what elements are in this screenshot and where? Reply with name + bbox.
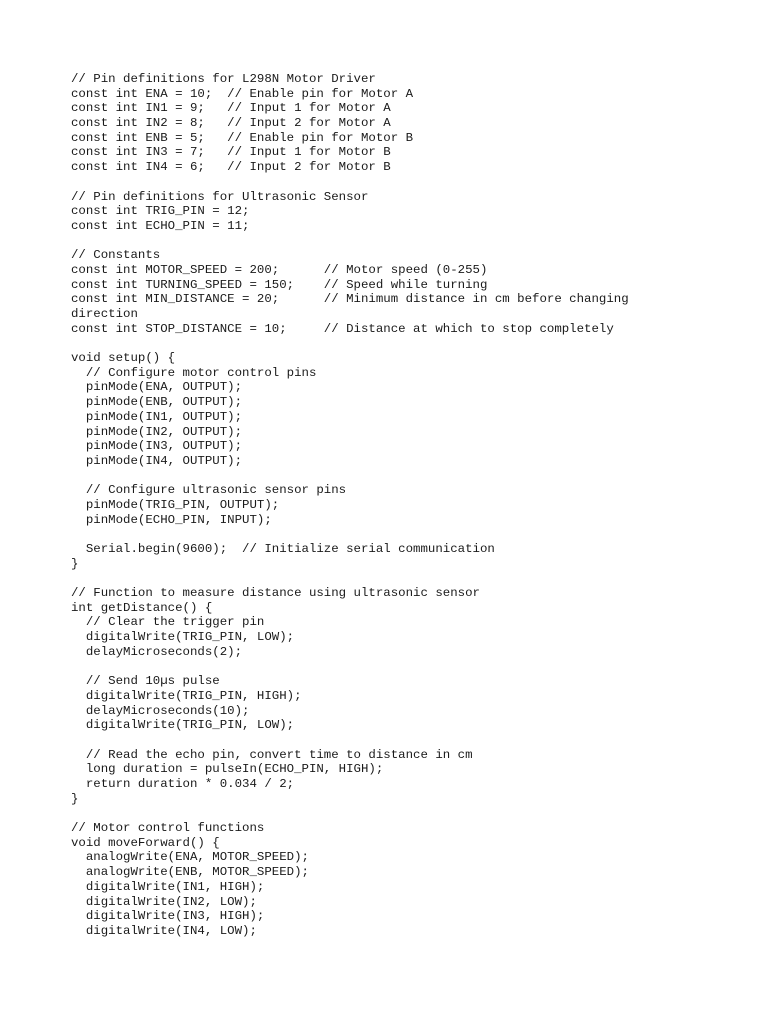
code-line: void moveForward() {	[71, 835, 220, 850]
code-line	[71, 175, 751, 190]
code-line: direction	[71, 307, 138, 321]
code-line: // Clear the trigger pin	[71, 615, 265, 630]
code-line: digitalWrite(IN2, LOW);	[71, 894, 257, 909]
code-line: const int IN3 = 7; // Input 1 for Motor B	[71, 145, 391, 160]
code-line: const int STOP_DISTANCE = 10; // Distance at which to stop completely	[71, 321, 614, 336]
code-line	[71, 733, 751, 748]
code-line	[71, 806, 751, 821]
code-line	[71, 660, 751, 675]
code-line: // Constants	[71, 248, 161, 263]
code-line: pinMode(IN3, OUTPUT);	[71, 439, 243, 454]
code-line: pinMode(ECHO_PIN, INPUT);	[71, 512, 272, 527]
code-line: analogWrite(ENA, MOTOR_SPEED);	[71, 850, 309, 865]
code-line: int getDistance() {	[71, 600, 213, 615]
code-line: pinMode(TRIG_PIN, OUTPUT);	[71, 497, 280, 512]
code-line: }	[71, 556, 79, 571]
code-line: long duration = pulseIn(ECHO_PIN, HIGH);	[71, 762, 384, 777]
code-line: digitalWrite(IN3, HIGH);	[71, 909, 265, 924]
code-line: digitalWrite(TRIG_PIN, LOW);	[71, 630, 295, 645]
code-line	[71, 336, 751, 351]
code-line: digitalWrite(IN1, HIGH);	[71, 879, 265, 894]
code-line: // Function to measure distance using ultrasonic sensor	[71, 586, 480, 601]
code-line: const int MOTOR_SPEED = 200; // Motor speed (0-255)	[71, 262, 488, 277]
code-line: void setup() {	[71, 351, 176, 366]
code-line: return duration * 0.034 / 2;	[71, 777, 295, 791]
code-line: delayMicroseconds(2);	[71, 644, 243, 659]
code-line: // Configure motor control pins	[71, 365, 317, 380]
code-line: }	[71, 791, 79, 806]
code-line: // Read the echo pin, convert time to distance in cm	[71, 747, 473, 762]
code-line: pinMode(ENA, OUTPUT);	[71, 380, 243, 395]
code-line: pinMode(ENB, OUTPUT);	[71, 395, 243, 410]
code-line: delayMicroseconds(10);	[71, 703, 250, 718]
code-line: const int ENB = 5; // Enable pin for Motor B	[71, 130, 414, 145]
code-line: const int IN4 = 6; // Input 2 for Motor B	[71, 160, 391, 175]
code-line: // Pin definitions for Ultrasonic Sensor	[71, 189, 369, 204]
code-line: analogWrite(ENB, MOTOR_SPEED);	[71, 865, 309, 880]
code-line: // Pin definitions for L298N Motor Driver	[71, 72, 376, 86]
code-line: digitalWrite(IN4, LOW);	[71, 923, 257, 938]
code-line: const int MIN_DISTANCE = 20; // Minimum distance in cm before changing	[71, 292, 629, 307]
code-line: const int TURNING_SPEED = 150; // Speed while turning	[71, 277, 488, 292]
code-listing	[71, 72, 751, 939]
code-line	[71, 571, 751, 586]
code-line: // Send 10µs pulse	[71, 674, 220, 689]
code-line: pinMode(IN4, OUTPUT);	[71, 453, 243, 468]
code-line: const int ENA = 10; // Enable pin for Motor A	[71, 86, 414, 101]
code-line: // Motor control functions	[71, 821, 265, 836]
code-line: digitalWrite(TRIG_PIN, LOW);	[71, 718, 295, 733]
code-line: const int IN1 = 9; // Input 1 for Motor A	[71, 101, 391, 116]
code-line: pinMode(IN2, OUTPUT);	[71, 424, 243, 439]
code-line: digitalWrite(TRIG_PIN, HIGH);	[71, 688, 302, 703]
code-line: pinMode(IN1, OUTPUT);	[71, 409, 243, 424]
code-line: const int IN2 = 8; // Input 2 for Motor A	[71, 116, 391, 131]
code-line	[71, 469, 751, 484]
code-line: const int ECHO_PIN = 11;	[71, 218, 250, 233]
code-line: const int TRIG_PIN = 12;	[71, 204, 250, 219]
code-line: // Configure ultrasonic sensor pins	[71, 483, 347, 498]
code-line	[71, 527, 751, 542]
code-line: Serial.begin(9600); // Initialize serial communication	[71, 542, 495, 556]
code-line	[71, 234, 751, 249]
